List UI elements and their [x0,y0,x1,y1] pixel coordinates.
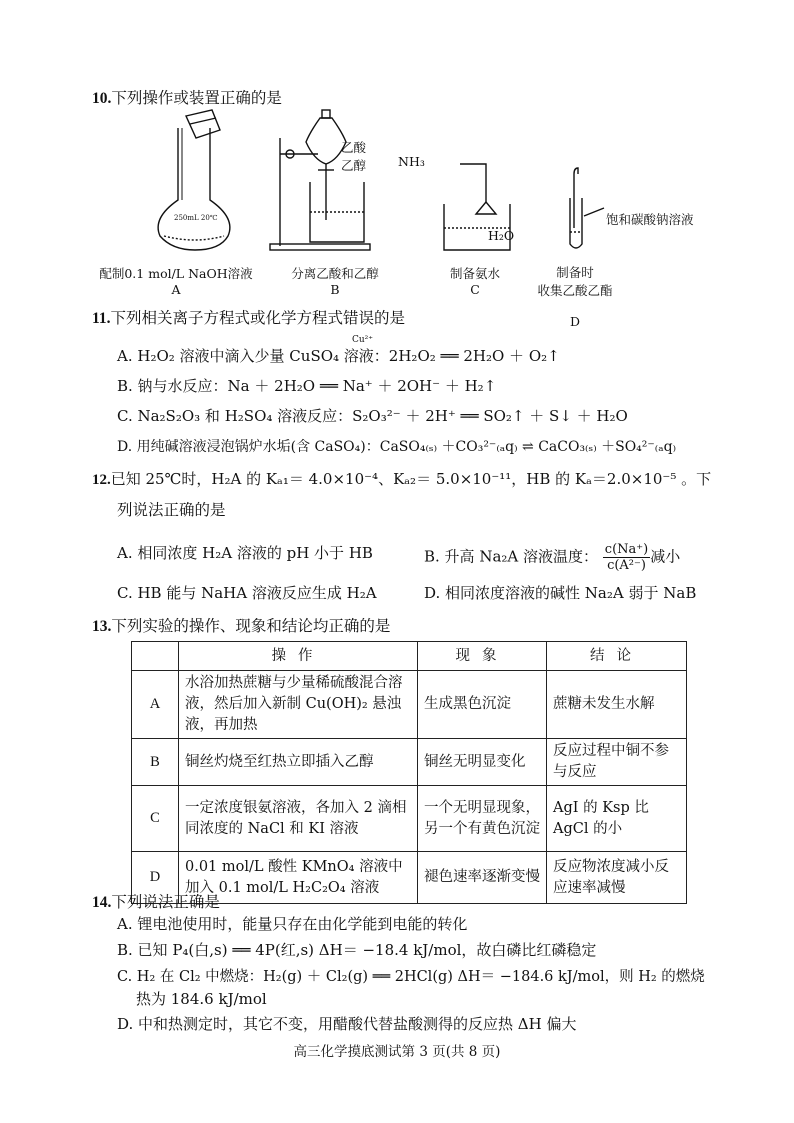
q11-text: 下列相关离子方程式或化学方程式错误的是 [110,309,406,327]
q11-option-d: D. 用纯碱溶液浸泡锅炉水垢(含 CaSO₄)：CaSO₄₍ₛ₎ ＋CO₃²⁻₍ₐq₎ ⇌ CaCO₃₍ₛ₎ ＋SO₄²⁻₍ₐq₎ [117,439,677,455]
caption-c-text: 制备氨水 [449,266,500,281]
q12-option-a: A. 相同浓度 H₂A 溶液的 pH 小于 HB [117,544,373,562]
test-tube-drawing [570,168,604,248]
q13-text: 下列实验的操作、现象和结论均正确的是 [111,617,391,635]
row-conclusion: 反应物浓度减小反应速率减慢 [547,852,687,904]
q12-option-d: D. 相同浓度溶液的碱性 Na₂A 弱于 NaB [424,584,697,602]
q10-title [92,86,282,108]
page-footer: 高三化学摸底测试第 3 页(共 8 页) [293,1044,501,1060]
q12-text-line2: 列说法正确的是 [117,501,226,519]
caption-b [275,264,395,297]
row-label: C [132,786,179,852]
row-label: B [132,739,179,786]
q11-option-b: B. 钠与水反应：Na ＋ 2H₂O ══ Na⁺ ＋ 2OH⁻ ＋ H₂↑ [117,377,497,395]
q12-option-b [424,542,680,573]
row-phenomenon: 褪色速率逐渐变慢 [418,852,547,904]
table-header-label [132,642,179,671]
row-label: D [132,852,179,904]
q13-number: 13. [92,618,112,635]
separatory-funnel-drawing [270,110,370,250]
caption-a [92,264,260,297]
q10-number: 10. [92,90,112,107]
table-row [132,739,687,786]
volumetric-flask-drawing [158,110,230,250]
table-row [132,786,687,852]
q10-apparatus-figure [150,108,750,258]
q10-text: 下列操作或装置正确的是 [111,89,282,107]
table-header-row [132,642,687,671]
q12-option-c: C. HB 能与 NaHA 溶液反应生成 H₂A [117,584,377,602]
q14-option-a: A. 锂电池使用时，能量只存在由化学能到电能的转化 [117,915,468,933]
saturated-sodium-carbonate-label: 饱和碳酸钠溶液 [606,212,694,227]
caption-d-text: 制备时 收集乙酸乙酯 [537,265,613,298]
row-operation: 一定浓度银氨溶液，各加入 2 滴相同浓度的 NaCl 和 KI 溶液 [179,786,418,852]
separatory-label-ethanol: 乙醇 [341,158,367,173]
q14-number: 14. [92,894,112,911]
q14-text: 下列说法正确是 [111,893,220,911]
q14-option-c-cont: 热为 184.6 kJ/mol [136,990,267,1008]
table-row [132,671,687,739]
q12-fraction-denominator: c(A²⁻) [607,558,646,573]
q12-fraction [603,542,650,573]
row-conclusion: AgI 的 Ksp 比 AgCl 的小 [547,786,687,852]
caption-a-letter: A [171,282,181,297]
caption-d [525,248,625,344]
q13-title [92,614,390,636]
caption-c-letter: C [470,282,480,297]
q12-fraction-numerator: c(Na⁺) [604,542,649,557]
q14-option-c: C. H₂ 在 Cl₂ 中燃烧：H₂(g) ＋ Cl₂(g) ══ 2HCl(g) ΔH＝ −184.6 kJ/mol，则 H₂ 的燃烧 [117,969,705,985]
caption-d-letter: D [569,314,581,329]
q14-option-d: D. 中和热测定时，其它不变，用醋酸代替盐酸测得的反应热 ΔH 偏大 [117,1015,577,1033]
row-conclusion: 蔗糖未发生水解 [547,671,687,739]
q14-option-b: B. 已知 P₄(白,s) ══ 4P(红,s) ΔH＝ −18.4 kJ/mol，故白磷比红磷稳定 [117,941,597,959]
row-phenomenon: 一个无明显现象，另一个有黄色沉淀 [418,786,547,852]
q11-catalyst-label: Cu²⁺ [352,335,374,345]
q12-option-b-suffix: 减小 [650,547,681,566]
experiment-table [131,641,687,904]
row-operation: 水浴加热蔗糖与少量稀硫酸混合溶液，然后加入新制 Cu(OH)₂ 悬浊液，再加热 [179,671,418,739]
q12-option-b-prefix: B. 升高 Na₂A 溶液温度： [424,547,599,566]
table-header-conclusion: 结论 [547,642,687,671]
row-phenomenon: 生成黑色沉淀 [418,671,547,739]
q14-title [92,890,220,912]
q12-text-line1: 已知 25℃时，H₂A 的 Kₐ₁＝ 4.0×10⁻⁴、Kₐ₂＝ 5.0×10⁻¹¹，HB 的 Kₐ＝2.0×10⁻⁵ 。下 [110,470,712,488]
table-header-phenomenon: 现象 [418,642,547,671]
flask-volume-label: 250mL 20℃ [174,214,218,222]
q12-title-line1 [92,468,711,489]
row-conclusion: 反应过程中铜不参与反应 [547,739,687,786]
h2o-label: H₂O [488,228,515,243]
table-header-operation: 操作 [179,642,418,671]
q11-number: 11. [92,310,111,327]
caption-c [430,264,520,297]
q12-number: 12. [92,472,111,488]
row-phenomenon: 铜丝无明显变化 [418,739,547,786]
q11-option-c: C. Na₂S₂O₃ 和 H₂SO₄ 溶液反应：S₂O₃²⁻ ＋ 2H⁺ ══ SO₂↑ ＋ S↓ ＋ H₂O [117,407,628,425]
nh3-label: NH₃ [398,154,425,169]
caption-a-text: 配制0.1 mol/L NaOH溶液 [99,266,253,281]
caption-b-letter: B [330,282,340,297]
caption-b-text: 分离乙酸和乙醇 [291,266,379,281]
separatory-label-acetic-acid: 乙酸 [341,140,367,155]
row-label: A [132,671,179,739]
q11-option-a: A. H₂O₂ 溶液中滴入少量 CuSO₄ 溶液：2H₂O₂ ══ 2H₂O ＋ O₂↑ [117,347,560,365]
row-operation: 0.01 mol/L 酸性 KMnO₄ 溶液中加入 0.1 mol/L H₂C₂O₄ 溶液 [179,852,418,904]
row-operation: 铜丝灼烧至红热立即插入乙醇 [179,739,418,786]
q11-title [92,306,405,328]
